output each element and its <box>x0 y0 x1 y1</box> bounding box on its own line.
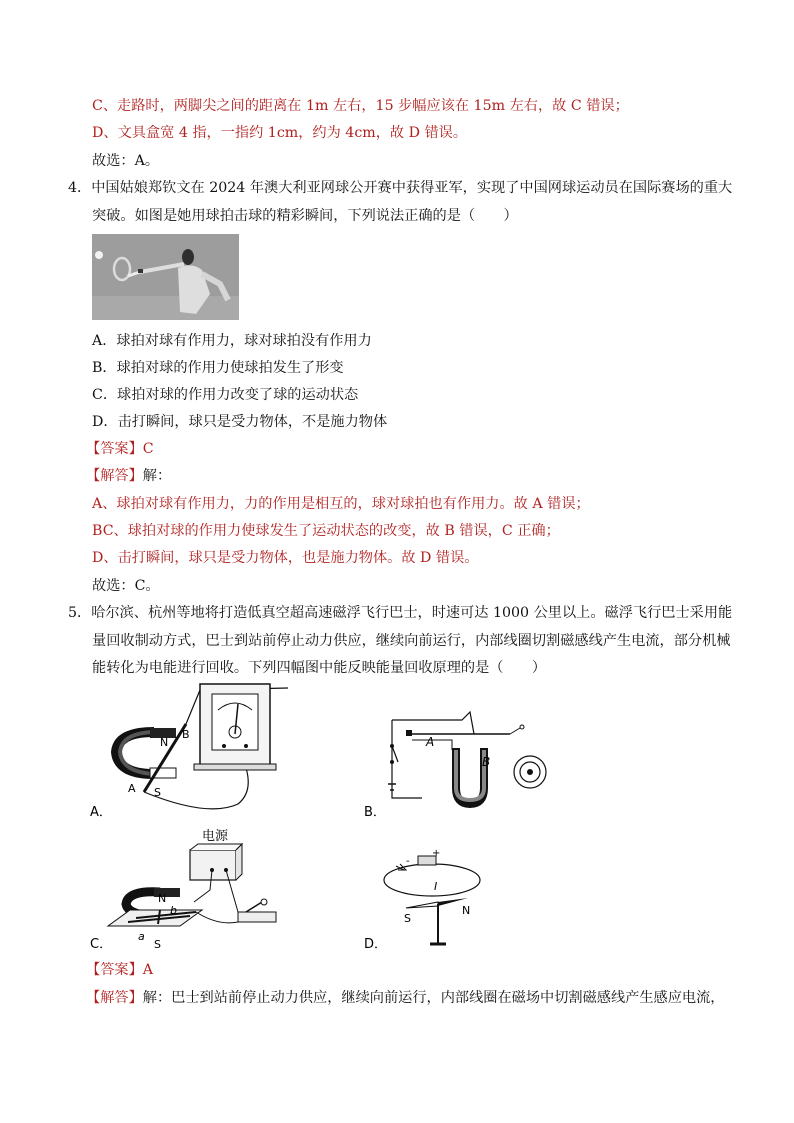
analysis-head: 解： <box>142 468 172 484</box>
q4-explanation-a: A、球拍对球有作用力，力的作用是相互的，球对球拍也有作用力。故 A 错误； <box>92 496 590 512</box>
explanation-c-prev: C、走路时，两脚尖之间的距离在 1m 左右，15 步幅应该在 15m 左右，故 C 错误； <box>92 98 629 114</box>
tennis-player-photo <box>92 234 239 320</box>
fig-a-option: A． <box>90 805 112 820</box>
q4-explanation-bc: BC、球拍对球的作用力使球发生了运动状态的改变，故 B 错误，C 正确； <box>92 523 560 539</box>
q5-stem-line2: 量回收制动方式，巴士到站前停止动力供应，继续向前运行，内部线圈切割磁感线产生电流，部分机械 <box>92 633 731 649</box>
q5-stem-line1: 5．哈尔滨、杭州等地将打造低真空超高速磁浮飞行巴士，时速可达 1000 公里以上。磁浮飞行巴士采用能 <box>68 605 733 621</box>
fig-d-plus: + <box>432 848 441 859</box>
q5-answer <box>86 960 153 980</box>
q5-stem-line3: 能转化为电能进行回收。下列四幅图中能反映能量回收原理的是（ ） <box>92 660 547 676</box>
q4-stem-line2: 突破。如图是她用球拍击球的精彩瞬间，下列说法正确的是（ ） <box>92 208 518 224</box>
q4-choose: 故选：C。 <box>92 578 160 594</box>
answer-tag: 【答案】 <box>86 441 143 457</box>
explanation-d-prev: D、文具盒宽 4 指，一指约 1cm，约为 4cm，故 D 错误。 <box>92 125 468 141</box>
analysis-text: 解：巴士到站前停止动力供应，继续向前运行，内部线圈在磁场中切割磁感线产生感应电流， <box>142 990 725 1006</box>
fig-d-minus: - <box>406 856 410 867</box>
fig-c-power-label: 电源 <box>202 829 229 844</box>
q4-analysis-head <box>86 466 171 486</box>
fig-b-label-a: A <box>426 735 435 749</box>
choose-prev: 故选：A。 <box>92 153 159 169</box>
figure-b <box>362 700 562 820</box>
fig-d-label-n: N <box>462 904 471 917</box>
q4-stem-line1: 4．中国姑娘郑钦文在 2024 年澳大利亚网球公开赛中获得亚军，实现了中国网球运动员在国际赛场的重大 <box>68 180 733 196</box>
q4-option-b: B．球拍对球的作用力使球拍发生了形变 <box>92 360 344 376</box>
q4-option-c: C．球拍对球的作用力改变了球的运动状态 <box>92 387 359 403</box>
fig-d-option: D． <box>364 937 388 952</box>
analysis-tag: 【解答】 <box>86 990 143 1006</box>
answer-tag: 【答案】 <box>86 962 143 978</box>
q4-option-d: D．击打瞬间，球只是受力物体，不是施力物体 <box>92 414 388 430</box>
figure-d <box>362 846 492 952</box>
fig-b-label-b: B <box>482 755 491 769</box>
fig-a-label-b: B <box>182 728 190 741</box>
q4-option-a: A．球拍对球有作用力，球对球拍没有作用力 <box>92 333 372 349</box>
q4-explanation-d: D、击打瞬间，球只是受力物体，也是施力物体。故 D 错误。 <box>92 550 479 566</box>
fig-a-label-a: A <box>128 782 136 795</box>
fig-c-label-b: b <box>170 904 177 917</box>
fig-d-label-s: S <box>404 912 411 925</box>
fig-c-label-a: a <box>138 930 145 943</box>
figure-c <box>88 826 358 952</box>
fig-a-label-s: S <box>154 786 161 799</box>
analysis-tag: 【解答】 <box>86 468 143 484</box>
figure-a <box>88 680 350 820</box>
fig-c-option: C． <box>90 937 113 952</box>
fig-d-label-i: I <box>434 880 438 893</box>
fig-a-label-n: N <box>160 736 169 749</box>
answer-value: C <box>142 441 154 457</box>
answer-value: A <box>142 962 154 978</box>
fig-c-label-s: S <box>154 938 161 951</box>
q5-analysis <box>86 988 724 1008</box>
q4-answer <box>86 439 154 459</box>
fig-c-label-n: N <box>158 892 167 905</box>
fig-b-option: B． <box>364 805 386 820</box>
